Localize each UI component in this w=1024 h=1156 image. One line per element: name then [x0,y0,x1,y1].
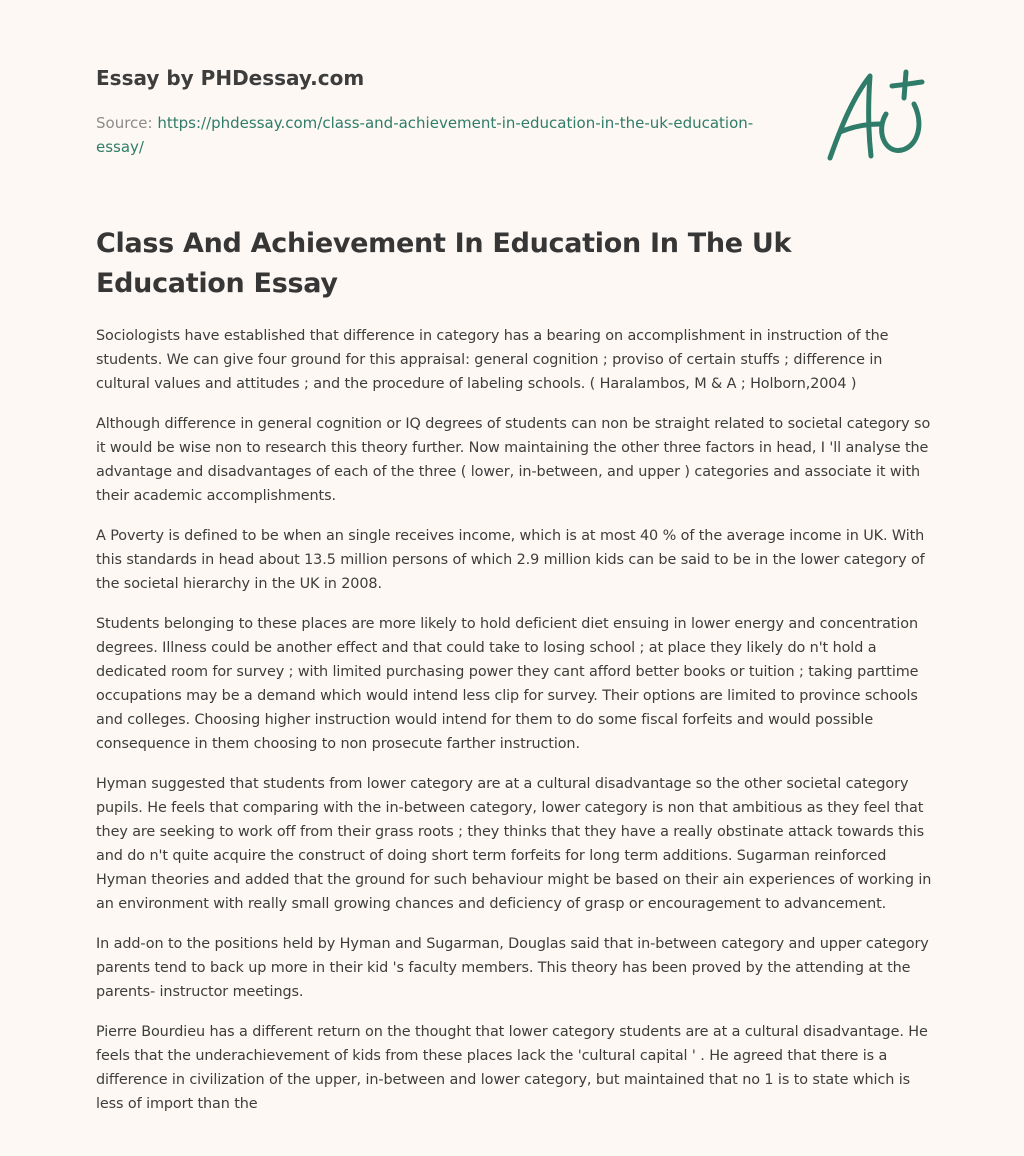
source-line [96,111,776,159]
essay-paragraph: A Poverty is defined to be when an single receives income, which is at most 40 % of the average income in UK. With this standards in head about 13.5 million persons of which 2.9 million kids can be said to be in the lower category of the societal hierarchy in the UK in 2008. [96,528,925,592]
essay-paragraph: Sociologists have established that difference in category has a bearing on accomplishment in instruction of the students. We can give four ground for this appraisal: general cognition ; proviso of certain stuffs ; difference in cultural values and attitudes ; and the procedure of labeling schools. ( Haralambos, M & A ; Holborn,2004 ) [96,328,889,392]
essay-paragraph: Although difference in general cognition or IQ degrees of students can non be straight related to societal category so it would be wise non to research this theory further. Now maintaining the other three factors in head, I 'll analyse the advantage and disadvantages of each of the three ( lower, in-between, and upper ) categories and associate it with their academic accomplishments. [96,416,931,504]
a-plus-logo-graphic [818,64,930,168]
essay-title: Class And Achievement In Education In The Uk Education Essay [96,228,792,299]
essay-paragraph: Hyman suggested that students from lower category are at a cultural disadvantage so the other societal category pupils. He feels that comparing with the in-between category, lower category is non that ambitious as they feel that they are seeking to work off from their grass roots ; they thinks that they have a really obstinate attack towards this and do n't quite acquire the construct of doing short term forfeits for long term additions. Sugarman reinforced Hyman theories and added that the ground for such behaviour might be based on their ain experiences of working in an environment with really small growing chances and deficiency of grasp or encouragement to advancement. [96,776,932,912]
source-link[interactable] [96,114,753,156]
source-link-line2: essay/ [96,138,144,156]
essay-paragraph: In add-on to the positions held by Hyman and Sugarman, Douglas said that in-between category and upper category parents tend to back up more in their kid 's faculty members. This theory has been proved by the attending at the parents- instructor meetings. [96,936,929,1000]
essay-body [96,324,932,1132]
essay-paragraph: Pierre Bourdieu has a different return on the thought that lower category students are at a cultural disadvantage. He feels that the underachievement of kids from these places lack the 'cultural capital ' . He agreed that there is a difference in civilization of the upper, in-between and lower category, but maintained that no 1 is to state which is less of import than the [96,1024,928,1112]
source-link-line1: https://phdessay.com/class-and-achievement-in-education-in-the-uk-education- [157,114,754,132]
a-plus-logo-icon [818,64,930,168]
site-title-text: Essay by PHDessay.com [96,66,365,90]
source-label: Source: [96,114,153,132]
essay-paragraph: Students belonging to these places are more likely to hold deficient diet ensuing in lower energy and concentration degrees. Illness could be another effect and that could take to losing school ; at place they likely do n't hold a dedicated room for survey ; with limited purchasing power they cant afford better books or tuition ; taking parttime occupations may be a demand which would intend less clip for survey. Their options are limited to province schools and colleges. Choosing higher instruction would intend for them to do some fiscal forfeits and would possible consequence in them choosing to non prosecute farther instruction. [96,616,919,752]
